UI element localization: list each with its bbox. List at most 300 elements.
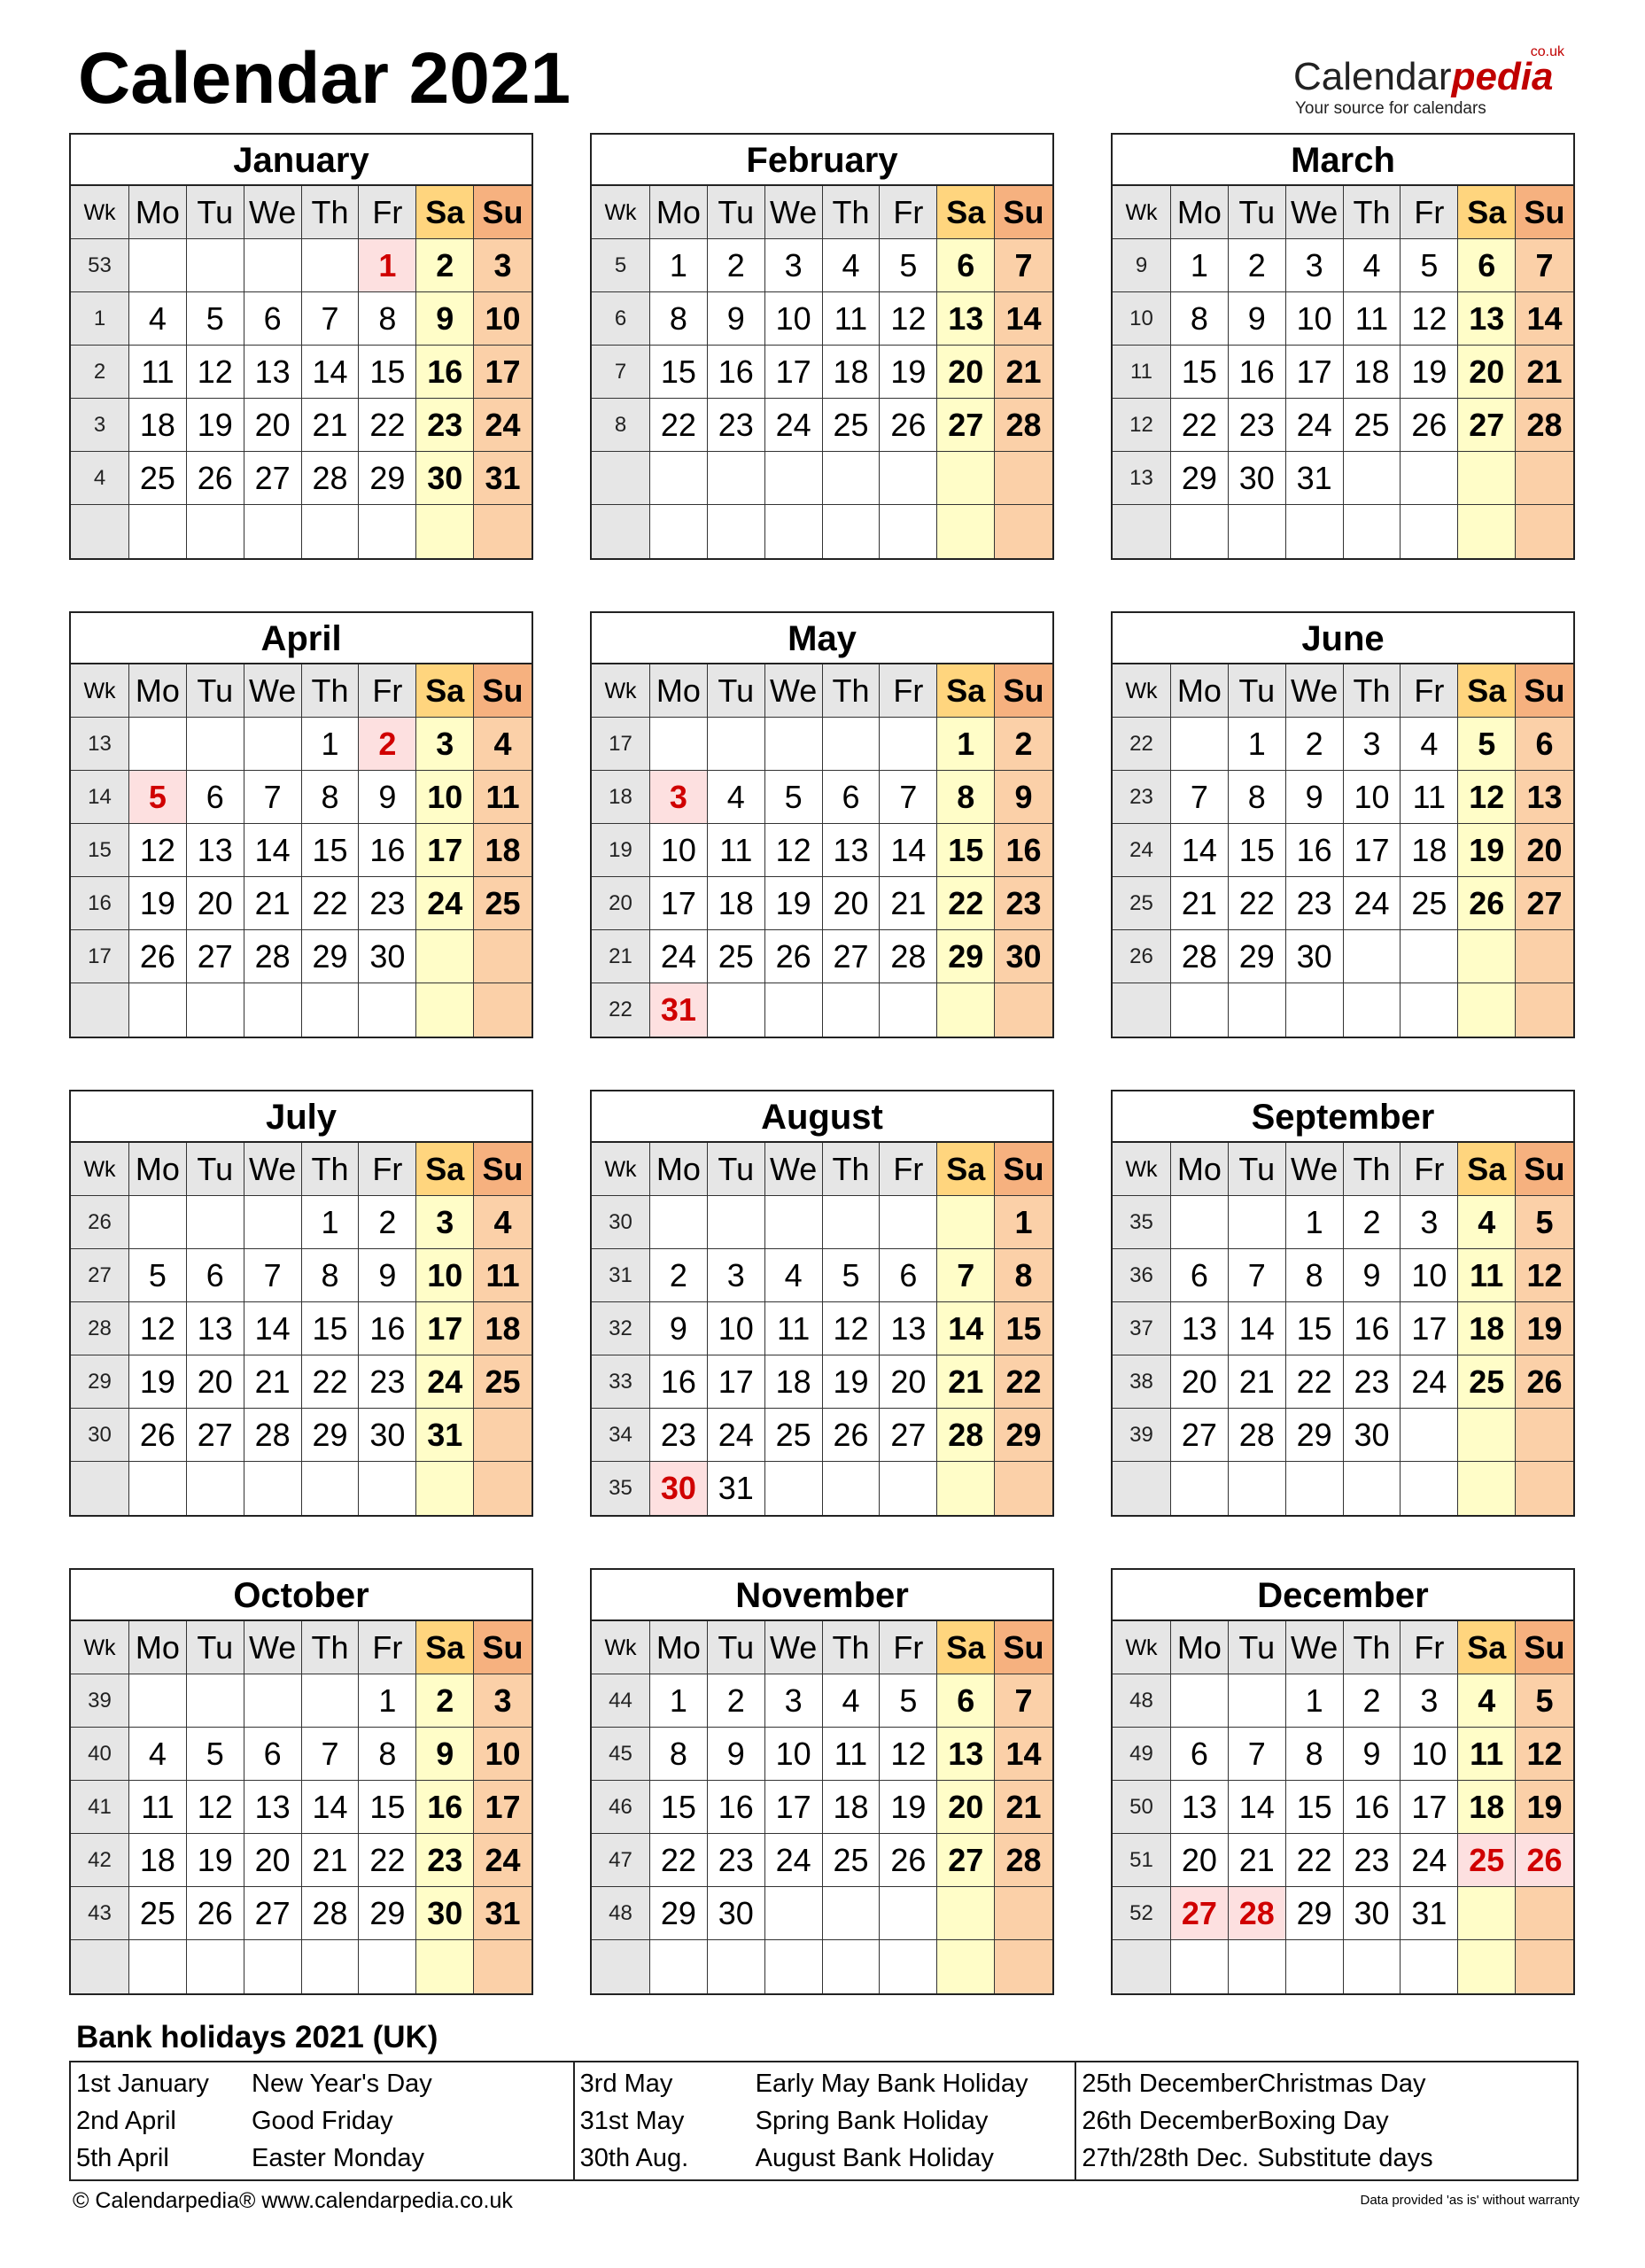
week-number: 48 <box>592 1887 650 1940</box>
empty-day-cell <box>244 505 302 558</box>
day-cell: 8 <box>302 1249 360 1302</box>
day-cell: 12 <box>880 292 937 346</box>
day-cell: 10 <box>765 292 823 346</box>
bank-holiday-date: 3rd May <box>579 2070 673 2098</box>
day-cell: 8 <box>302 771 360 824</box>
day-cell: 10 <box>1286 292 1344 346</box>
day-cell: 14 <box>302 1781 360 1834</box>
day-cell: 4 <box>1458 1196 1516 1249</box>
empty-day-cell <box>1171 1196 1229 1249</box>
day-cell: 19 <box>765 877 823 930</box>
day-cell: 9 <box>359 1249 416 1302</box>
week-number: 51 <box>1113 1834 1171 1887</box>
weekday-header: Su <box>1516 664 1573 718</box>
month-calendar-february <box>590 133 1054 560</box>
day-cell: 15 <box>302 824 360 877</box>
weekday-header: Th <box>302 1143 360 1196</box>
holiday-day-cell: 26 <box>1516 1834 1573 1887</box>
day-cell: 28 <box>1171 930 1229 983</box>
empty-day-cell <box>708 1196 765 1249</box>
empty-day-cell <box>1458 1940 1516 1993</box>
month-calendar-december <box>1111 1568 1575 1995</box>
empty-day-cell <box>1401 983 1458 1037</box>
empty-day-cell <box>995 1462 1052 1515</box>
day-cell: 12 <box>129 824 187 877</box>
day-cell: 2 <box>416 239 474 292</box>
day-cell: 19 <box>880 1781 937 1834</box>
empty-day-cell <box>359 983 416 1037</box>
bank-holiday-row <box>71 2102 573 2140</box>
empty-day-cell <box>995 1940 1052 1993</box>
empty-day-cell <box>187 1674 244 1728</box>
empty-day-cell <box>1229 1674 1286 1728</box>
week-number: 33 <box>592 1355 650 1409</box>
day-cell: 22 <box>650 399 708 452</box>
holiday-day-cell: 31 <box>650 983 708 1037</box>
day-cell: 11 <box>823 1728 881 1781</box>
empty-day-cell <box>650 718 708 771</box>
empty-day-cell <box>187 718 244 771</box>
month-calendar-october <box>69 1568 533 1995</box>
week-number: 45 <box>592 1728 650 1781</box>
day-cell: 16 <box>359 824 416 877</box>
day-cell: 19 <box>1516 1781 1573 1834</box>
weekday-header: We <box>765 186 823 239</box>
day-cell: 7 <box>995 1674 1052 1728</box>
day-cell: 24 <box>1286 399 1344 452</box>
week-number <box>71 505 129 558</box>
weekday-header: Tu <box>1229 1621 1286 1674</box>
empty-day-cell <box>1229 505 1286 558</box>
day-cell: 22 <box>359 399 416 452</box>
day-cell: 1 <box>650 1674 708 1728</box>
week-number: 6 <box>592 292 650 346</box>
day-cell: 21 <box>244 877 302 930</box>
empty-day-cell <box>823 1940 881 1993</box>
weekday-header: Mo <box>1171 1621 1229 1674</box>
day-cell: 26 <box>1401 399 1458 452</box>
day-cell: 20 <box>880 1355 937 1409</box>
day-cell: 15 <box>1286 1781 1344 1834</box>
day-cell: 11 <box>823 292 881 346</box>
weekday-header: Sa <box>416 664 474 718</box>
empty-day-cell <box>765 1940 823 1993</box>
weekday-header: Fr <box>1401 186 1458 239</box>
bank-holiday-date: 27th/28th Dec. <box>1082 2144 1249 2172</box>
day-cell: 24 <box>708 1409 765 1462</box>
weekday-header: Su <box>1516 1143 1573 1196</box>
day-cell: 14 <box>937 1302 995 1355</box>
week-number <box>1113 983 1171 1037</box>
day-cell: 9 <box>359 771 416 824</box>
day-cell: 4 <box>129 292 187 346</box>
empty-day-cell <box>1401 452 1458 505</box>
bank-holiday-date: 31st May <box>579 2107 685 2135</box>
weekday-header: Tu <box>187 186 244 239</box>
empty-day-cell <box>880 1940 937 1993</box>
weekday-header: Fr <box>1401 1143 1458 1196</box>
day-cell: 3 <box>1401 1674 1458 1728</box>
day-cell: 29 <box>302 1409 360 1462</box>
empty-day-cell <box>1458 1887 1516 1940</box>
empty-day-cell <box>416 930 474 983</box>
day-cell: 23 <box>708 399 765 452</box>
day-cell: 21 <box>244 1355 302 1409</box>
empty-day-cell <box>937 1887 995 1940</box>
day-cell: 10 <box>1401 1728 1458 1781</box>
day-cell: 23 <box>416 1834 474 1887</box>
empty-day-cell <box>302 1940 360 1993</box>
week-number: 9 <box>1113 239 1171 292</box>
day-cell: 10 <box>765 1728 823 1781</box>
day-cell: 3 <box>474 1674 532 1728</box>
day-cell: 18 <box>1401 824 1458 877</box>
weekday-header: Tu <box>187 1143 244 1196</box>
day-cell: 18 <box>765 1355 823 1409</box>
day-cell: 21 <box>937 1355 995 1409</box>
day-cell: 15 <box>937 824 995 877</box>
weekday-header: We <box>1286 1143 1344 1196</box>
month-title: January <box>71 135 532 186</box>
weekday-header: Tu <box>187 664 244 718</box>
weekday-header: Sa <box>1458 186 1516 239</box>
day-cell: 7 <box>995 239 1052 292</box>
day-cell: 11 <box>474 771 532 824</box>
week-number: 41 <box>71 1781 129 1834</box>
day-cell: 26 <box>1458 877 1516 930</box>
empty-day-cell <box>765 983 823 1037</box>
day-cell: 14 <box>1229 1302 1286 1355</box>
day-cell: 15 <box>302 1302 360 1355</box>
empty-day-cell <box>129 1462 187 1515</box>
empty-day-cell <box>359 1462 416 1515</box>
day-cell: 26 <box>823 1409 881 1462</box>
week-number-header: Wk <box>71 1621 129 1674</box>
day-cell: 10 <box>474 1728 532 1781</box>
empty-day-cell <box>823 452 881 505</box>
footer-copyright: © Calendarpedia® www.calendarpedia.co.uk <box>73 2188 513 2213</box>
day-cell: 17 <box>474 1781 532 1834</box>
day-cell: 19 <box>1458 824 1516 877</box>
day-cell: 6 <box>823 771 881 824</box>
month-grid <box>592 1143 1052 1515</box>
week-number: 53 <box>71 239 129 292</box>
bank-holiday-row <box>1076 2140 1577 2177</box>
empty-day-cell <box>880 1887 937 1940</box>
weekday-header: Tu <box>1229 664 1286 718</box>
day-cell: 26 <box>129 1409 187 1462</box>
day-cell: 22 <box>937 877 995 930</box>
month-calendar-may <box>590 611 1054 1038</box>
week-number: 34 <box>592 1409 650 1462</box>
day-cell: 18 <box>823 346 881 399</box>
week-number: 24 <box>1113 824 1171 877</box>
day-cell: 13 <box>823 824 881 877</box>
empty-day-cell <box>823 1887 881 1940</box>
empty-day-cell <box>416 983 474 1037</box>
day-cell: 1 <box>302 718 360 771</box>
day-cell: 11 <box>129 1781 187 1834</box>
week-number: 50 <box>1113 1781 1171 1834</box>
day-cell: 18 <box>1344 346 1401 399</box>
day-cell: 1 <box>937 718 995 771</box>
empty-day-cell <box>650 452 708 505</box>
bank-holiday-row <box>575 2065 1075 2102</box>
day-cell: 17 <box>1286 346 1344 399</box>
day-cell: 13 <box>880 1302 937 1355</box>
bank-holiday-name: New Year's Day <box>252 2070 432 2098</box>
empty-day-cell <box>1458 505 1516 558</box>
empty-day-cell <box>244 983 302 1037</box>
week-number: 3 <box>71 399 129 452</box>
day-cell: 4 <box>708 771 765 824</box>
empty-day-cell <box>1344 983 1401 1037</box>
day-cell: 19 <box>823 1355 881 1409</box>
empty-day-cell <box>823 983 881 1037</box>
week-number: 4 <box>71 452 129 505</box>
day-cell: 13 <box>1171 1302 1229 1355</box>
day-cell: 28 <box>1516 399 1573 452</box>
empty-day-cell <box>1344 1940 1401 1993</box>
empty-day-cell <box>708 718 765 771</box>
week-number: 28 <box>71 1302 129 1355</box>
day-cell: 10 <box>1401 1249 1458 1302</box>
day-cell: 23 <box>1229 399 1286 452</box>
day-cell: 13 <box>1171 1781 1229 1834</box>
day-cell: 8 <box>1286 1728 1344 1781</box>
weekday-header: Th <box>1344 1143 1401 1196</box>
bank-holiday-name: Substitute days <box>1257 2144 1433 2172</box>
week-number: 7 <box>592 346 650 399</box>
weekday-header: Tu <box>1229 186 1286 239</box>
month-title: February <box>592 135 1052 186</box>
day-cell: 5 <box>1401 239 1458 292</box>
empty-day-cell <box>880 983 937 1037</box>
weekday-header: We <box>244 664 302 718</box>
day-cell: 23 <box>1344 1355 1401 1409</box>
empty-day-cell <box>765 718 823 771</box>
day-cell: 12 <box>1458 771 1516 824</box>
month-calendar-august <box>590 1090 1054 1517</box>
weekday-header: Tu <box>1229 1143 1286 1196</box>
day-cell: 7 <box>1171 771 1229 824</box>
day-cell: 4 <box>474 718 532 771</box>
week-number: 46 <box>592 1781 650 1834</box>
day-cell: 9 <box>1229 292 1286 346</box>
day-cell: 2 <box>1229 239 1286 292</box>
month-calendar-march <box>1111 133 1575 560</box>
day-cell: 14 <box>1516 292 1573 346</box>
day-cell: 16 <box>1229 346 1286 399</box>
day-cell: 16 <box>359 1302 416 1355</box>
day-cell: 28 <box>937 1409 995 1462</box>
day-cell: 30 <box>1286 930 1344 983</box>
day-cell: 3 <box>474 239 532 292</box>
empty-day-cell <box>708 505 765 558</box>
day-cell: 7 <box>880 771 937 824</box>
weekday-header: Sa <box>937 1143 995 1196</box>
day-cell: 4 <box>129 1728 187 1781</box>
empty-day-cell <box>823 1196 881 1249</box>
week-number-header: Wk <box>1113 1621 1171 1674</box>
day-cell: 10 <box>708 1302 765 1355</box>
day-cell: 15 <box>650 1781 708 1834</box>
day-cell: 7 <box>302 292 360 346</box>
weekday-header: Mo <box>129 1143 187 1196</box>
month-grid <box>1113 1143 1573 1515</box>
week-number: 15 <box>71 824 129 877</box>
day-cell: 17 <box>765 346 823 399</box>
day-cell: 27 <box>823 930 881 983</box>
day-cell: 2 <box>1344 1674 1401 1728</box>
day-cell: 13 <box>244 346 302 399</box>
day-cell: 2 <box>995 718 1052 771</box>
empty-day-cell <box>129 718 187 771</box>
day-cell: 14 <box>880 824 937 877</box>
empty-day-cell <box>880 505 937 558</box>
month-grid <box>592 664 1052 1037</box>
day-cell: 5 <box>880 1674 937 1728</box>
week-number: 43 <box>71 1887 129 1940</box>
day-cell: 17 <box>474 346 532 399</box>
weekday-header: We <box>1286 186 1344 239</box>
day-cell: 27 <box>244 1887 302 1940</box>
day-cell: 22 <box>359 1834 416 1887</box>
day-cell: 6 <box>187 1249 244 1302</box>
day-cell: 17 <box>650 877 708 930</box>
week-number: 39 <box>1113 1409 1171 1462</box>
day-cell: 17 <box>416 1302 474 1355</box>
empty-day-cell <box>995 505 1052 558</box>
day-cell: 9 <box>416 1728 474 1781</box>
day-cell: 3 <box>1344 718 1401 771</box>
day-cell: 25 <box>129 1887 187 1940</box>
bank-holiday-row <box>71 2140 573 2177</box>
empty-day-cell <box>937 1196 995 1249</box>
day-cell: 2 <box>416 1674 474 1728</box>
empty-day-cell <box>359 1940 416 1993</box>
weekday-header: Fr <box>1401 1621 1458 1674</box>
month-title: November <box>592 1570 1052 1621</box>
weekday-header: Mo <box>650 664 708 718</box>
empty-day-cell <box>1401 1409 1458 1462</box>
empty-day-cell <box>1516 452 1573 505</box>
week-number: 12 <box>1113 399 1171 452</box>
week-number: 17 <box>592 718 650 771</box>
empty-day-cell <box>129 1674 187 1728</box>
weekday-header: Th <box>823 186 881 239</box>
footer-disclaimer: Data provided 'as is' without warranty <box>1360 2193 1579 2208</box>
day-cell: 9 <box>1286 771 1344 824</box>
empty-day-cell <box>765 1196 823 1249</box>
empty-day-cell <box>1171 1674 1229 1728</box>
day-cell: 6 <box>244 1728 302 1781</box>
empty-day-cell <box>880 452 937 505</box>
day-cell: 13 <box>937 292 995 346</box>
empty-day-cell <box>302 1462 360 1515</box>
empty-day-cell <box>1458 1462 1516 1515</box>
day-cell: 3 <box>416 1196 474 1249</box>
weekday-header: Sa <box>416 1143 474 1196</box>
day-cell: 6 <box>1458 239 1516 292</box>
weekday-header: We <box>1286 1621 1344 1674</box>
empty-day-cell <box>474 1409 532 1462</box>
day-cell: 12 <box>823 1302 881 1355</box>
bank-holiday-name: Easter Monday <box>252 2144 425 2172</box>
day-cell: 18 <box>1458 1302 1516 1355</box>
weekday-header: Th <box>302 186 360 239</box>
day-cell: 5 <box>187 1728 244 1781</box>
day-cell: 17 <box>416 824 474 877</box>
empty-day-cell <box>129 239 187 292</box>
weekday-header: We <box>244 1143 302 1196</box>
day-cell: 23 <box>359 877 416 930</box>
day-cell: 16 <box>650 1355 708 1409</box>
week-number: 26 <box>1113 930 1171 983</box>
day-cell: 30 <box>416 1887 474 1940</box>
weekday-header: Sa <box>937 1621 995 1674</box>
weekday-header: Fr <box>1401 664 1458 718</box>
week-number: 18 <box>592 771 650 824</box>
empty-day-cell <box>474 983 532 1037</box>
empty-day-cell <box>823 1462 881 1515</box>
empty-day-cell <box>474 930 532 983</box>
day-cell: 26 <box>187 452 244 505</box>
weekday-header: Th <box>1344 664 1401 718</box>
day-cell: 28 <box>302 1887 360 1940</box>
weekday-header: Mo <box>650 1143 708 1196</box>
empty-day-cell <box>937 1940 995 1993</box>
week-number: 22 <box>592 983 650 1037</box>
day-cell: 13 <box>187 1302 244 1355</box>
week-number: 14 <box>71 771 129 824</box>
week-number <box>592 452 650 505</box>
day-cell: 2 <box>650 1249 708 1302</box>
day-cell: 7 <box>1229 1249 1286 1302</box>
day-cell: 27 <box>187 930 244 983</box>
empty-day-cell <box>765 1462 823 1515</box>
day-cell: 17 <box>1401 1781 1458 1834</box>
week-number: 5 <box>592 239 650 292</box>
day-cell: 9 <box>650 1302 708 1355</box>
empty-day-cell <box>708 983 765 1037</box>
day-cell: 9 <box>995 771 1052 824</box>
day-cell: 27 <box>880 1409 937 1462</box>
empty-day-cell <box>880 1196 937 1249</box>
day-cell: 11 <box>474 1249 532 1302</box>
day-cell: 14 <box>244 1302 302 1355</box>
empty-day-cell <box>708 452 765 505</box>
empty-day-cell <box>1229 1462 1286 1515</box>
bank-holiday-date: 5th April <box>76 2144 169 2172</box>
day-cell: 5 <box>129 1249 187 1302</box>
weekday-header: Su <box>995 1143 1052 1196</box>
weekday-header: Mo <box>1171 664 1229 718</box>
weekday-header: Fr <box>880 1621 937 1674</box>
month-title: December <box>1113 1570 1573 1621</box>
week-number: 35 <box>592 1462 650 1515</box>
day-cell: 8 <box>1229 771 1286 824</box>
bank-holiday-row <box>575 2102 1075 2140</box>
month-title: July <box>71 1091 532 1143</box>
bank-holidays-column <box>573 2062 1075 2179</box>
empty-day-cell <box>1344 505 1401 558</box>
empty-day-cell <box>1516 1409 1573 1462</box>
weekday-header: Su <box>995 186 1052 239</box>
day-cell: 4 <box>1344 239 1401 292</box>
weekday-header: Su <box>474 664 532 718</box>
empty-day-cell <box>244 1196 302 1249</box>
